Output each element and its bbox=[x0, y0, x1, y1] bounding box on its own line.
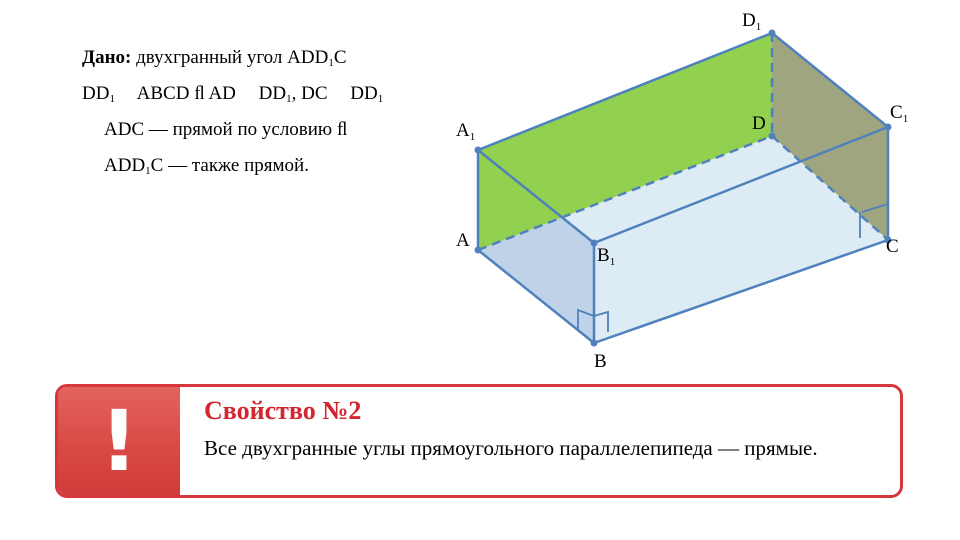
label-C1: $C_1$ bbox=[890, 102, 909, 125]
label-A1: $A_1$ bbox=[456, 120, 476, 143]
label-B1: $B_1$ bbox=[597, 245, 616, 268]
given-line-4: $ADD_1C$ — также прямой. bbox=[104, 155, 309, 177]
given-label: Дано: bbox=[82, 47, 132, 68]
property-text: Все двухгранные углы прямоугольного параллелепипеда — прямые. bbox=[204, 436, 818, 460]
given-line-3: ADC — прямой по условию ﬂ bbox=[104, 119, 348, 140]
label-C: C bbox=[886, 236, 899, 257]
given-line-1: Дано: двухгранный угол $ADD_1C$ bbox=[82, 47, 347, 69]
exclamation-icon: ! bbox=[99, 392, 139, 490]
label-D1: $D_1$ bbox=[742, 10, 762, 33]
alert-badge bbox=[58, 387, 180, 495]
given-line-2: $DD_1$ ABCD ﬂ AD $DD_1$, DC $DD_1$ bbox=[82, 83, 384, 105]
property-callout bbox=[55, 384, 903, 498]
property-title: Свойство №2 bbox=[204, 396, 362, 425]
label-A: A bbox=[456, 230, 470, 251]
label-D: D bbox=[752, 113, 766, 134]
label-B: B bbox=[594, 351, 607, 372]
